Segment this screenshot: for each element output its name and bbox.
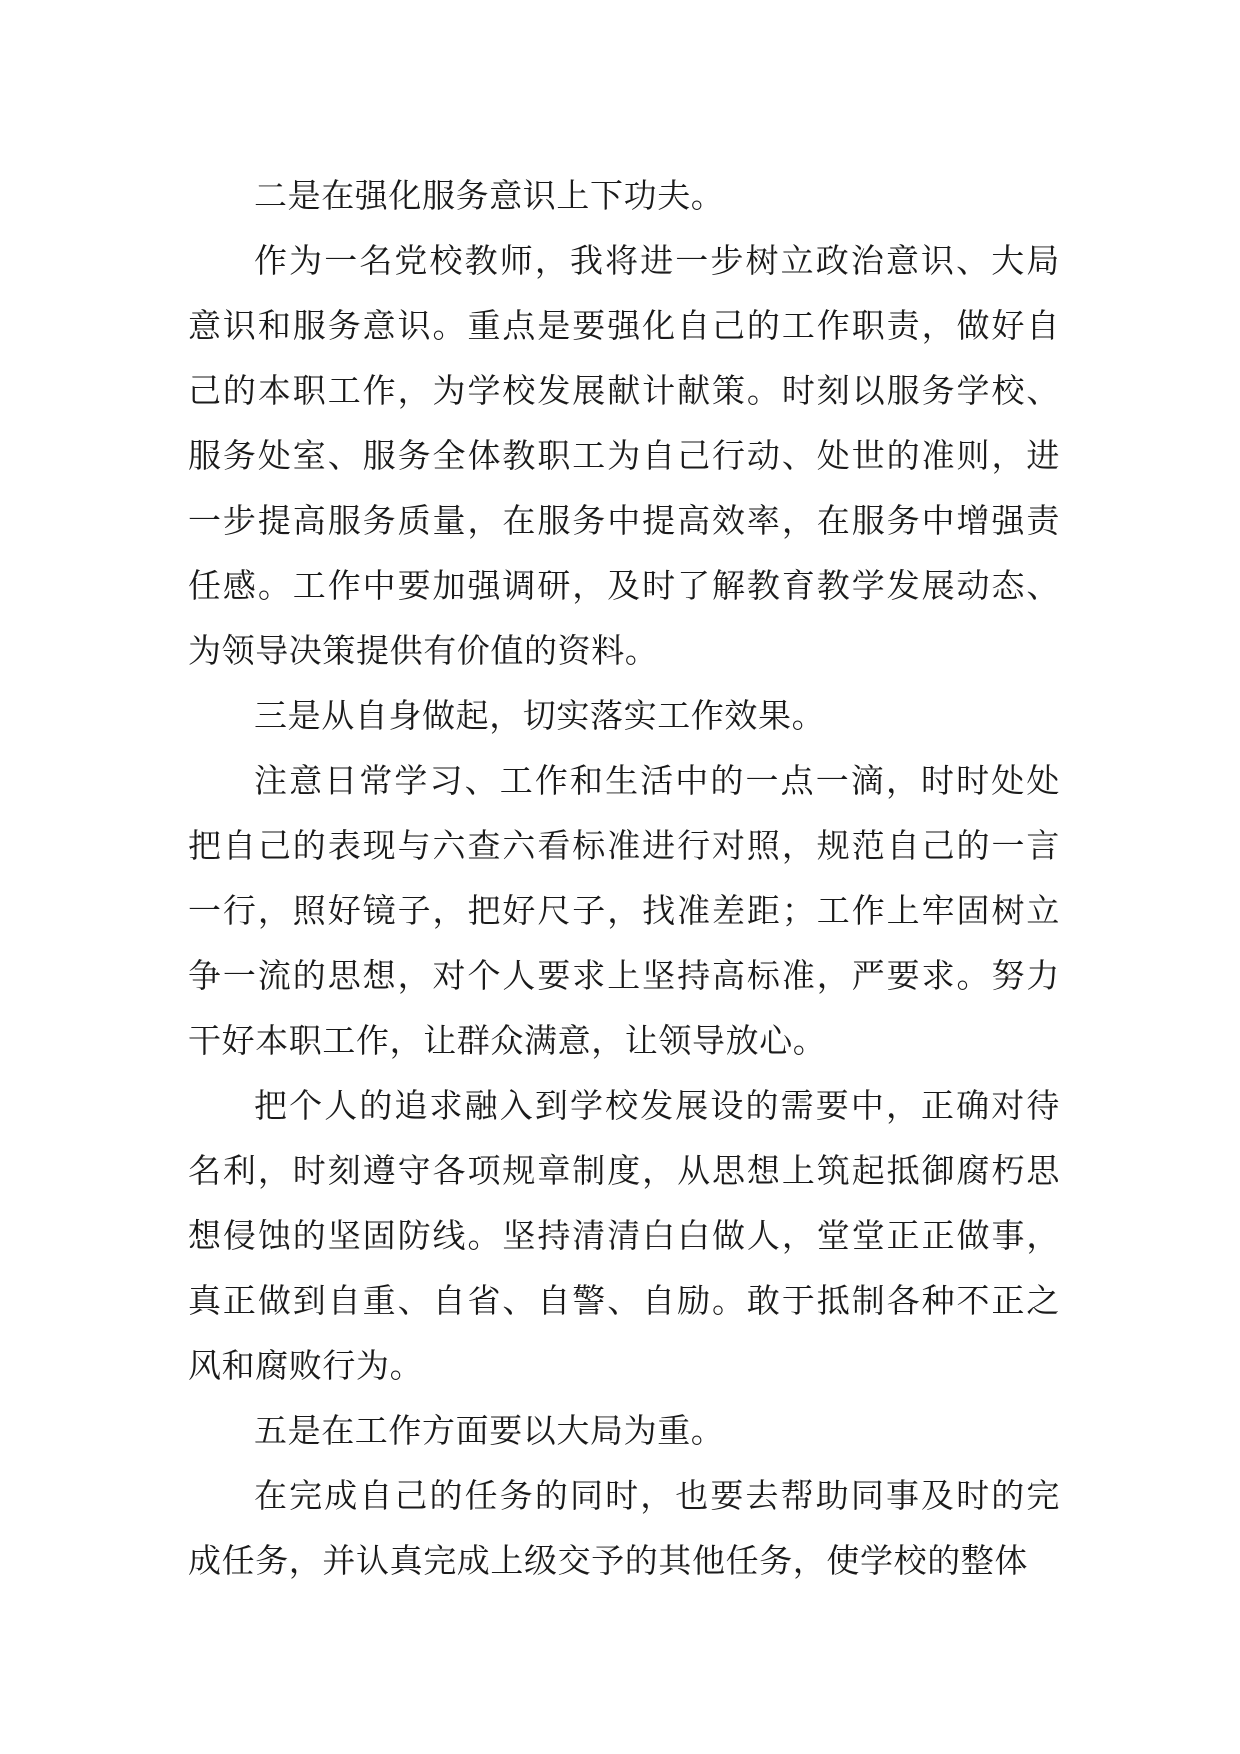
document-body: [188, 163, 1060, 1593]
paragraph-service-awareness: 作为一名党校教师，我将进一步树立政治意识、大局意识和服务意识。重点是要强化自己的工作职责，做好自己的本职工作，为学校发展献计献策。时刻以服务学校、服务处室、服务全体教职工为自己行动、处世的准则，进一步提高服务质量，在服务中提高效率，在服务中增强责任感。工作中要加强调研，及时了解教育教学发展动态、为领导决策提供有价值的资料。: [188, 241, 1060, 670]
heading-start-from-self: 三是从自身做起，切实落实工作效果。: [254, 696, 826, 735]
heading-overall-situation: 五是在工作方面要以大局为重。: [254, 1411, 725, 1450]
paragraph-daily-conduct: 注意日常学习、工作和生活中的一点一滴，时时处处把自己的表现与六查六看标准进行对照，规范自己的一言一行，照好镜子，把好尺子，找准差距；工作上牢固树立争一流的思想，对个人要求上坚持高标准，严要求。努力干好本职工作，让群众满意，让领导放心。: [188, 761, 1060, 1060]
heading-service-awareness: 二是在强化服务意识上下功夫。: [254, 176, 725, 215]
paragraph-help-colleagues: 在完成自己的任务的同时，也要去帮助同事及时的完成任务，并认真完成上级交予的其他任务，使学校的整体: [188, 1476, 1060, 1580]
paragraph-integrity: 把个人的追求融入到学校发展设的需要中，正确对待名利，时刻遵守各项规章制度，从思想上筑起抵御腐朽思想侵蚀的坚固防线。坚持清清白白做人，堂堂正正做事，真正做到自重、自省、自警、自励。敢于抵制各种不正之风和腐败行为。: [188, 1086, 1060, 1385]
